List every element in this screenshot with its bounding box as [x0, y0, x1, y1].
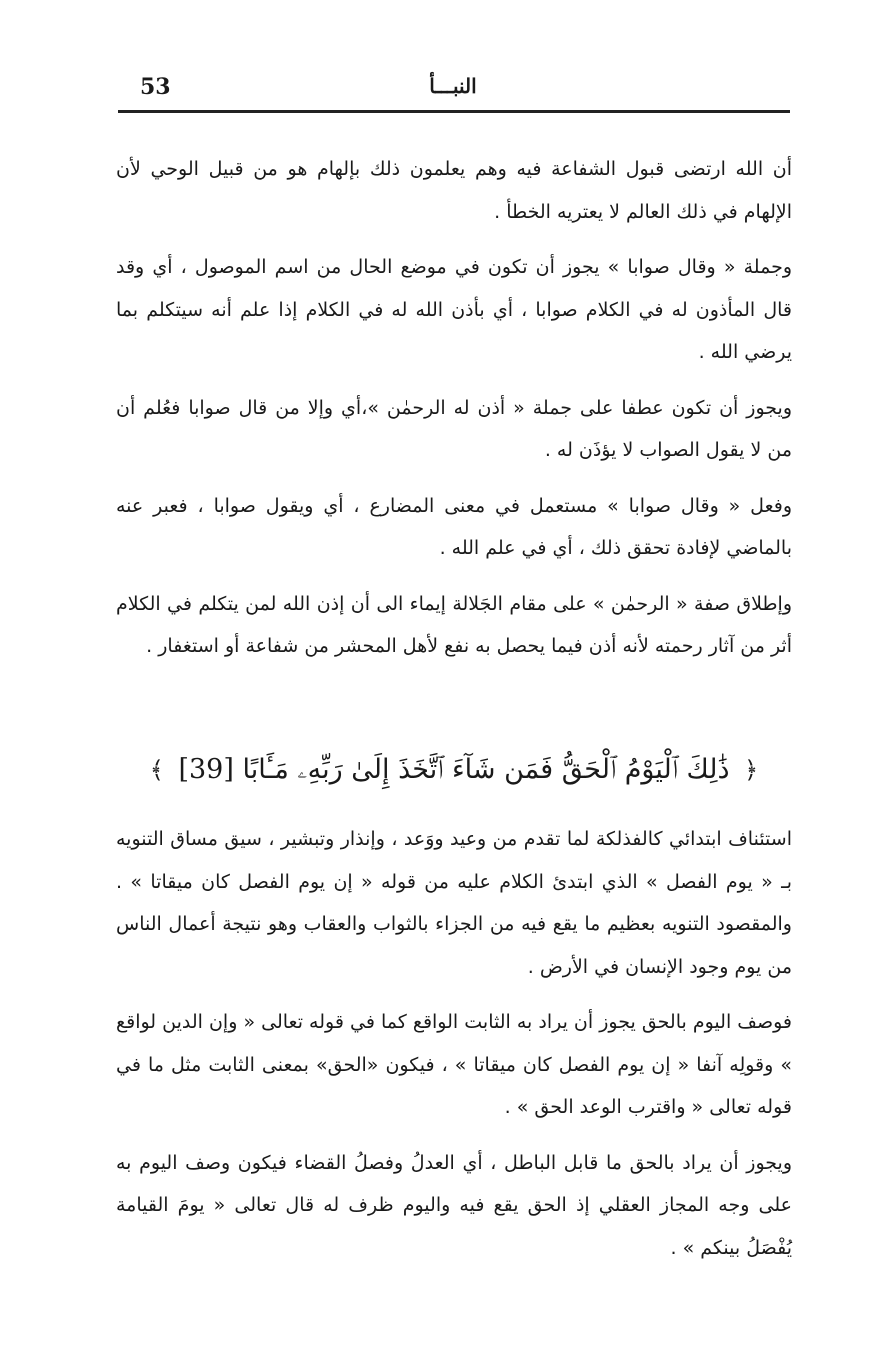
running-title: النبـــأ	[429, 74, 477, 98]
ornate-bracket-close: ﴾	[149, 756, 164, 784]
paragraph: فوصف اليوم بالحق يجوز أن يراد به الثابت الواقع كما في قوله تعالى « وإن الدين لواقع » وقولِه آنفا « إن يوم الفصل كان ميقاتا » ، فيكون «الحق» بمعنى الثابت مثل ما في قوله تعالى « واقترب الوعد الحق » .	[116, 1011, 792, 1118]
paragraph: استئناف ابتدائي كالفذلكة لما تقدم من وعيد ووَعد ، وإنذار وتبشير ، سيق مساق التنويه بـ « يوم الفصل » الذي ابتدئ الكلام عليه من قوله « إن يوم الفصل كان ميقاتا » . والمقصود التنويه بعظيم ما يقع فيه من الجزاء بالثواب والعقاب وهو نتيجة أعمال الناس من يوم وجود الإنسان في الأرض .	[116, 828, 792, 978]
page-number: 53	[140, 74, 171, 100]
ornate-bracket-open: ﴿	[744, 756, 759, 784]
verse-text: ذَٰلِكَ ٱلْيَوْمُ ٱلْحَقُّ فَمَن شَآءَ ٱتَّخَذَ إِلَىٰ رَبِّهِۦ مَـَٔابًا	[242, 754, 730, 785]
paragraph: ويجوز أن تكون عطفا على جملة « أذن له الرحمٰن »،أي وإلا من قال صوابا فعُلم أن من لا يقول الصواب لا يؤذَن له .	[116, 396, 792, 461]
body-text-bottom	[116, 818, 792, 1282]
paragraph: أن الله ارتضى قبول الشفاعة فيه وهم يعلمون ذلك بإلهام هو من قبيل الوحي لأن الإلهام في ذلك العالم لا يعتريه الخطأ .	[116, 158, 792, 223]
paragraph: ويجوز أن يراد بالحق ما قابل الباطل ، أي العدلُ وفصلُ القضاء فيكون وصف اليوم به على وجه المجاز العقلي إذ الحق يقع فيه واليوم ظرف له قال تعالى « يومَ القيامة يُفْصَلُ بينكم » .	[116, 1151, 792, 1259]
paragraph: وفعل « وقال صوابا » مستعمل في معنى المضارع ، أي ويقول صوابا ، فعبر عنه بالماضي لإفادة تحقق ذلك ، أي في علم الله .	[116, 494, 792, 559]
paragraph: وجملة « وقال صوابا » يجوز أن تكون في موضع الحال من اسم الموصول ، أي وقد قال المأذون له في الكلام صوابا ، أي بأذن الله له في الكلام إذا علم أنه سيتكلم بما يرضي الله .	[116, 256, 792, 363]
header-rule	[118, 110, 790, 113]
body-text-top	[116, 148, 792, 681]
paragraph: وإطلاق صفة « الرحمٰن » على مقام الجَلالة إيماء الى أن إذن الله لمن يتكلم في الكلام أثر من آثار رحمته لأنه أذن فيما يحصل به نفع لأهل المحشر من شفاعة أو استغفار .	[116, 592, 792, 657]
page-header	[118, 66, 788, 106]
quran-verse	[116, 742, 792, 798]
verse-number: [39]	[178, 754, 234, 785]
